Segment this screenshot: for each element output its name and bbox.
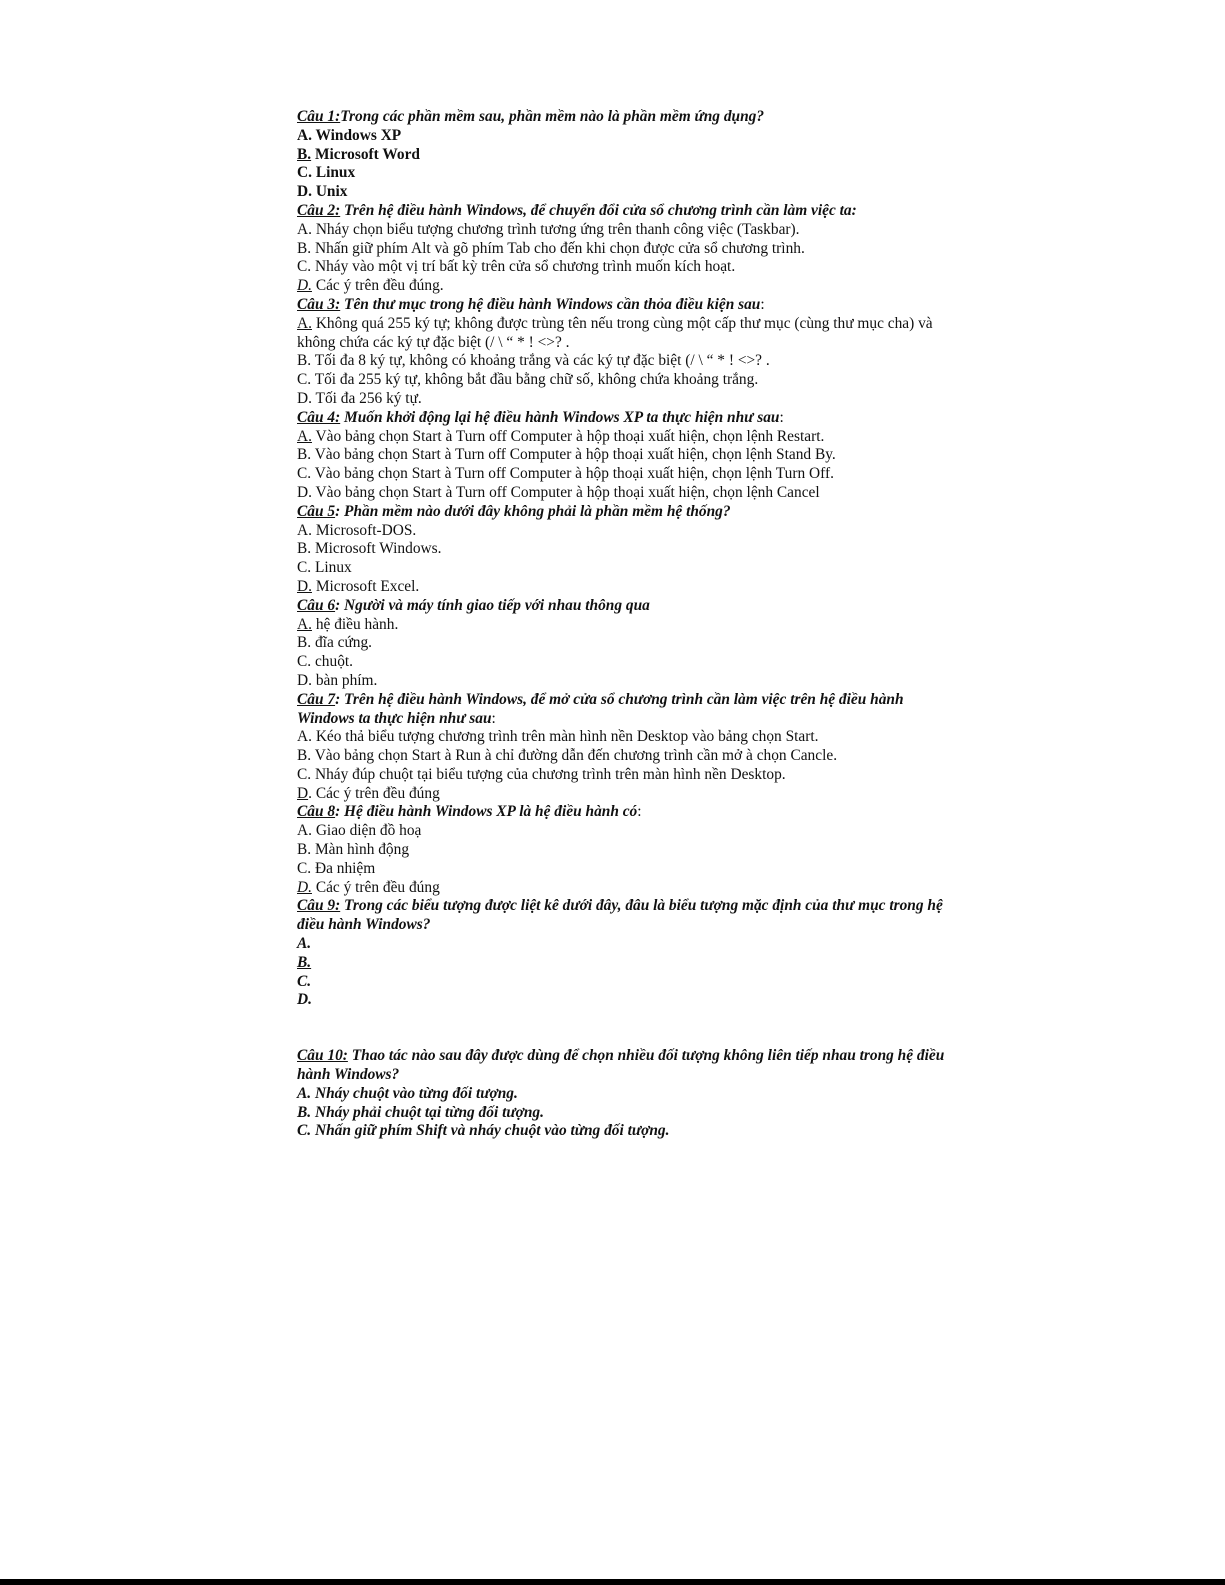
option-2b: [297, 240, 957, 259]
question-label: Câu 9:: [297, 897, 341, 915]
option-1b: [297, 146, 957, 165]
option-9a: [297, 935, 957, 954]
option-letter-correct: B.: [297, 145, 312, 163]
option-10b: [297, 1104, 957, 1123]
option-letter: C.: [297, 653, 312, 671]
option-text: Các ý trên đều đúng: [311, 878, 440, 896]
option-text: Vào bảng chọn Start à Turn off Computer à hộp thoại xuất hiện, chọn lệnh Turn Off.: [311, 465, 834, 483]
option-text: Tối đa 255 ký tự, không bắt đầu bằng chữ số, không chứa khoảng trắng.: [311, 371, 759, 389]
option-4c: [297, 465, 957, 484]
option-3b: [297, 352, 957, 371]
option-letter: B.: [297, 747, 312, 765]
option-text: Vào bảng chọn Start à Turn off Computer à hộp thoại xuất hiện, chọn lệnh Restart.: [311, 427, 825, 445]
option-letter: B.: [297, 634, 312, 652]
option-7b: [297, 747, 957, 766]
option-text: Nháy chuột vào từng đối tượng.: [311, 1084, 518, 1102]
option-letter-correct: D.: [297, 277, 312, 295]
question-10: [297, 1047, 957, 1085]
option-text: Microsoft-DOS.: [311, 521, 417, 539]
question-label: Câu 7: [297, 690, 336, 708]
option-letter: D.: [297, 991, 312, 1009]
option-2c: [297, 258, 957, 277]
option-4b: [297, 446, 957, 465]
question-4: [297, 409, 957, 428]
option-text: Tối đa 8 ký tự, không có khoảng trắng và các ký tự đặc biệt (/ \ “ * ! <>? .: [311, 352, 770, 370]
option-2a: [297, 221, 957, 240]
option-text: Các ý trên đều đúng.: [311, 277, 444, 295]
page-bottom-border: [0, 1579, 1225, 1585]
question-2: [297, 202, 957, 221]
option-text: Nhấn giữ phím Alt và gõ phím Tab cho đến khi chọn được cửa sổ chương trình.: [311, 239, 805, 257]
option-text: Linux: [311, 559, 352, 577]
option-letter: C.: [297, 164, 312, 182]
option-7d: [297, 785, 957, 804]
option-text: Vào bảng chọn Start à Run à chỉ đường dẫn đến chương trình cần mở à chọn Cancle.: [311, 747, 838, 765]
option-10a: [297, 1085, 957, 1104]
question-text: Muốn khởi động lại hệ điều hành Windows XP ta thực hiện như sau: [340, 408, 780, 426]
option-letter: A.: [297, 822, 312, 840]
option-text: Microsoft Excel.: [311, 577, 420, 595]
option-text: Nháy vào một vị trí bất kỳ trên cửa sổ chương trình muốn kích hoạt.: [311, 258, 736, 276]
option-text: chuột.: [311, 653, 354, 671]
option-9c: [297, 973, 957, 992]
option-letter-correct: D: [297, 784, 309, 802]
option-1a: [297, 127, 957, 146]
option-text: Nháy chọn biểu tượng chương trình tương ứng trên thanh công việc (Taskbar).: [311, 220, 800, 238]
option-letter: C.: [297, 972, 312, 990]
option-letter: D.: [297, 183, 312, 201]
option-text: Microsoft Word: [311, 145, 420, 163]
option-2d: [297, 277, 957, 296]
option-10c: [297, 1122, 957, 1141]
option-9d: [297, 991, 957, 1010]
option-letter: C.: [297, 859, 312, 877]
option-text: Microsoft Windows.: [311, 540, 442, 558]
option-letter: A.: [297, 521, 312, 539]
option-5b: [297, 540, 957, 559]
option-text: Màn hình động: [311, 841, 410, 859]
option-letter: C.: [297, 465, 312, 483]
option-text: Kéo thả biểu tượng chương trình trên màn hình nền Desktop vào bảng chọn Start.: [311, 728, 819, 746]
option-letter: B.: [297, 540, 312, 558]
question-label: Câu 8: [297, 803, 336, 821]
option-text: đĩa cứng.: [311, 634, 373, 652]
question-label: Câu 4:: [297, 408, 341, 426]
option-letter: B.: [297, 841, 312, 859]
question-suffix: :: [760, 295, 765, 313]
option-letter: B.: [297, 352, 312, 370]
option-6d: [297, 672, 957, 691]
option-text: hệ điều hành.: [311, 615, 399, 633]
question-7: [297, 691, 957, 729]
option-3c: [297, 371, 957, 390]
option-8c: [297, 860, 957, 879]
option-letter: C.: [297, 559, 312, 577]
option-text: Unix: [311, 183, 348, 201]
option-letter: A.: [297, 728, 312, 746]
option-letter: C.: [297, 258, 312, 276]
option-1c: [297, 164, 957, 183]
option-3a: [297, 315, 957, 353]
option-letter-correct: B.: [297, 953, 312, 971]
option-5c: [297, 559, 957, 578]
question-label: Câu 3:: [297, 295, 341, 313]
question-label: Câu 1:: [297, 108, 341, 125]
option-8b: [297, 841, 957, 860]
option-letter: C.: [297, 765, 312, 783]
option-8a: [297, 822, 957, 841]
option-letter: C.: [297, 1122, 312, 1140]
option-text: Nháy đúp chuột tại biểu tượng của chương trình trên màn hình nền Desktop.: [311, 765, 786, 783]
question-text: : Người và máy tính giao tiếp với nhau thông qua: [335, 596, 650, 614]
option-letter: A.: [297, 1084, 312, 1102]
option-letter: A.: [297, 220, 312, 238]
option-9b: [297, 954, 957, 973]
option-letter: B.: [297, 446, 312, 464]
option-text: Nháy phải chuột tại từng đối tượng.: [311, 1103, 544, 1121]
option-letter: D.: [297, 389, 312, 407]
option-letter: C.: [297, 371, 312, 389]
option-text: Vào bảng chọn Start à Turn off Computer à hộp thoại xuất hiện, chọn lệnh Cancel: [311, 483, 820, 501]
option-letter: A.: [297, 126, 312, 144]
question-9: [297, 897, 957, 935]
option-5d: [297, 578, 957, 597]
question-text: Trên hệ điều hành Windows, để chuyển đổi cửa sổ chương trình cần làm việc ta:: [340, 201, 857, 219]
option-letter: D.: [297, 483, 312, 501]
option-letter: D.: [297, 671, 312, 689]
option-letter-correct: A.: [297, 427, 312, 445]
option-1d: [297, 183, 957, 202]
option-letter-correct: D.: [297, 878, 312, 896]
option-letter: B.: [297, 1103, 312, 1121]
option-6a: [297, 616, 957, 635]
question-text: : Phần mềm nào dưới đây không phải là phần mềm hệ thống?: [335, 502, 731, 520]
option-letter-correct: A.: [297, 615, 312, 633]
option-5a: [297, 522, 957, 541]
option-text: Giao diện đồ hoạ: [311, 822, 422, 840]
option-4d: [297, 484, 957, 503]
question-text: : Hệ điều hành Windows XP là hệ điều hành có: [335, 803, 638, 821]
option-text: . Các ý trên đều đúng: [308, 784, 440, 802]
question-8: [297, 803, 957, 822]
option-letter-correct: A.: [297, 314, 312, 332]
question-label: Câu 2:: [297, 201, 341, 219]
option-7a: [297, 728, 957, 747]
question-6: [297, 597, 957, 616]
question-5: [297, 503, 957, 522]
option-text: bàn phím.: [311, 671, 378, 689]
option-6c: [297, 653, 957, 672]
option-3d: [297, 390, 957, 409]
option-text: Không quá 255 ký tự; không được trùng tên nếu trong cùng một cấp thư mục (cùng thư mục cha) và không chứa các ký tự đặc biệt (/ \ “ * ! <>? .: [297, 314, 933, 351]
question-text: Thao tác nào sau đây được dùng để chọn nhiều đối tượng không liên tiếp nhau trong hệ điều hành Windows?: [297, 1047, 945, 1084]
option-text: Vào bảng chọn Start à Turn off Computer à hộp thoại xuất hiện, chọn lệnh Stand By.: [311, 446, 836, 464]
question-text: Trong các phần mềm sau, phần mềm nào là phần mềm ứng dụng?: [340, 108, 765, 125]
option-text: Đa nhiệm: [311, 859, 376, 877]
question-label: Câu 10:: [297, 1047, 348, 1065]
option-6b: [297, 634, 957, 653]
option-letter-correct: D.: [297, 577, 312, 595]
question-3: [297, 296, 957, 315]
option-text: Tối đa 256 ký tự.: [311, 389, 422, 407]
question-label: Câu 5: [297, 502, 336, 520]
spacer: [297, 1010, 957, 1047]
option-letter: A.: [297, 935, 312, 953]
question-suffix: :: [779, 408, 784, 426]
question-suffix: :: [491, 709, 496, 727]
option-7c: [297, 766, 957, 785]
option-text: Linux: [311, 164, 356, 182]
question-label: Câu 6: [297, 596, 336, 614]
option-text: Windows XP: [311, 126, 402, 144]
question-text: Trong các biểu tượng được liệt kê dưới đây, đâu là biểu tượng mặc định của thư mục trong hệ điều hành Windows?: [297, 897, 943, 934]
question-text: Tên thư mục trong hệ điều hành Windows cần thỏa điều kiện sau: [340, 295, 761, 313]
document-page: [297, 108, 957, 1141]
option-text: Nhấn giữ phím Shift và nháy chuột vào từng đối tượng.: [311, 1122, 670, 1140]
option-8d: [297, 879, 957, 898]
question-text: : Trên hệ điều hành Windows, để mở cửa sổ chương trình cần làm việc trên hệ điều hành Windows ta thực hiện như sau: [297, 690, 904, 727]
option-4a: [297, 428, 957, 447]
option-letter: B.: [297, 239, 312, 257]
question-suffix: :: [637, 803, 642, 821]
question-1: [297, 108, 957, 127]
